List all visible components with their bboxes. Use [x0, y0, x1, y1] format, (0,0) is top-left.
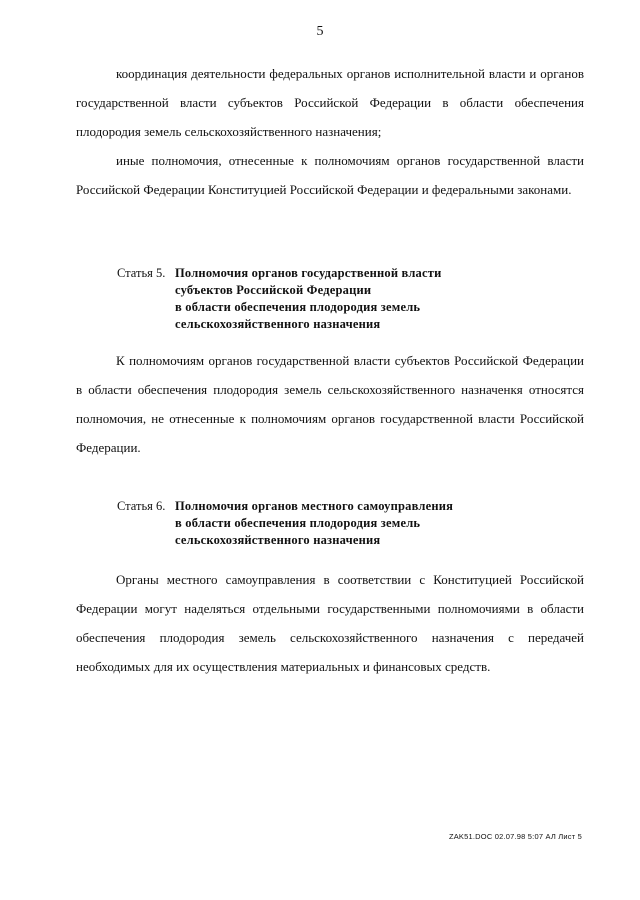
- document-footer: ZAK51.DOC 02.07.98 5:07 АЛ Лист 5: [448, 832, 582, 841]
- article-5-title-line: субъектов Российской Федерации: [175, 283, 372, 297]
- article-6-body: [76, 565, 584, 681]
- article-5-title-line: в области обеспечения плодородия земель: [175, 300, 421, 314]
- intro-paragraphs: [76, 59, 584, 204]
- article-5-number: Статья 5.: [117, 266, 166, 280]
- article-5-body: [76, 346, 584, 462]
- article-5-title-line: Полномочия органов государственной власти: [175, 266, 442, 280]
- article-5-title-line: сельскохозяйственного назначения: [175, 317, 381, 331]
- article-6-title-line: сельскохозяйственного назначения: [175, 533, 381, 547]
- article-5-heading: [117, 265, 442, 333]
- article-5-paragraph: К полномочиям органов государственной власти субъектов Российской Федерации в области обеспечения плодородия земель сельскохозяйственного назначенкя относятся полномочия, не отнесенные к полномочиям органов государственной власти Российской Федерации.: [76, 353, 584, 455]
- page-number: 5: [316, 24, 324, 39]
- article-6-title-line: в области обеспечения плодородия земель: [175, 516, 421, 530]
- article-6-title-line: Полномочия органов местного самоуправления: [175, 499, 454, 513]
- article-6-number: Статья 6.: [117, 499, 166, 513]
- article-6-heading: [117, 498, 453, 549]
- paragraph-coordination: координация деятельности федеральных органов исполнительной власти и органов государственной власти субъектов Российской Федерации в области обеспечения плодородия земель сельскохозяйственного назначения;: [76, 66, 584, 139]
- paragraph-other-powers: иные полномочия, отнесенные к полномочиям органов государственной власти Российской Федерации Конституцией Российской Федерации и федеральными законами.: [76, 153, 584, 197]
- article-6-paragraph: Органы местного самоуправления в соответствии с Конституцией Российской Федерации могут наделяться отдельными государственными полномочиями в области обеспечения плодородия земель сельскохозяйственного назначения с передачей необходимых для их осуществления материальных и финансовых средств.: [76, 572, 584, 674]
